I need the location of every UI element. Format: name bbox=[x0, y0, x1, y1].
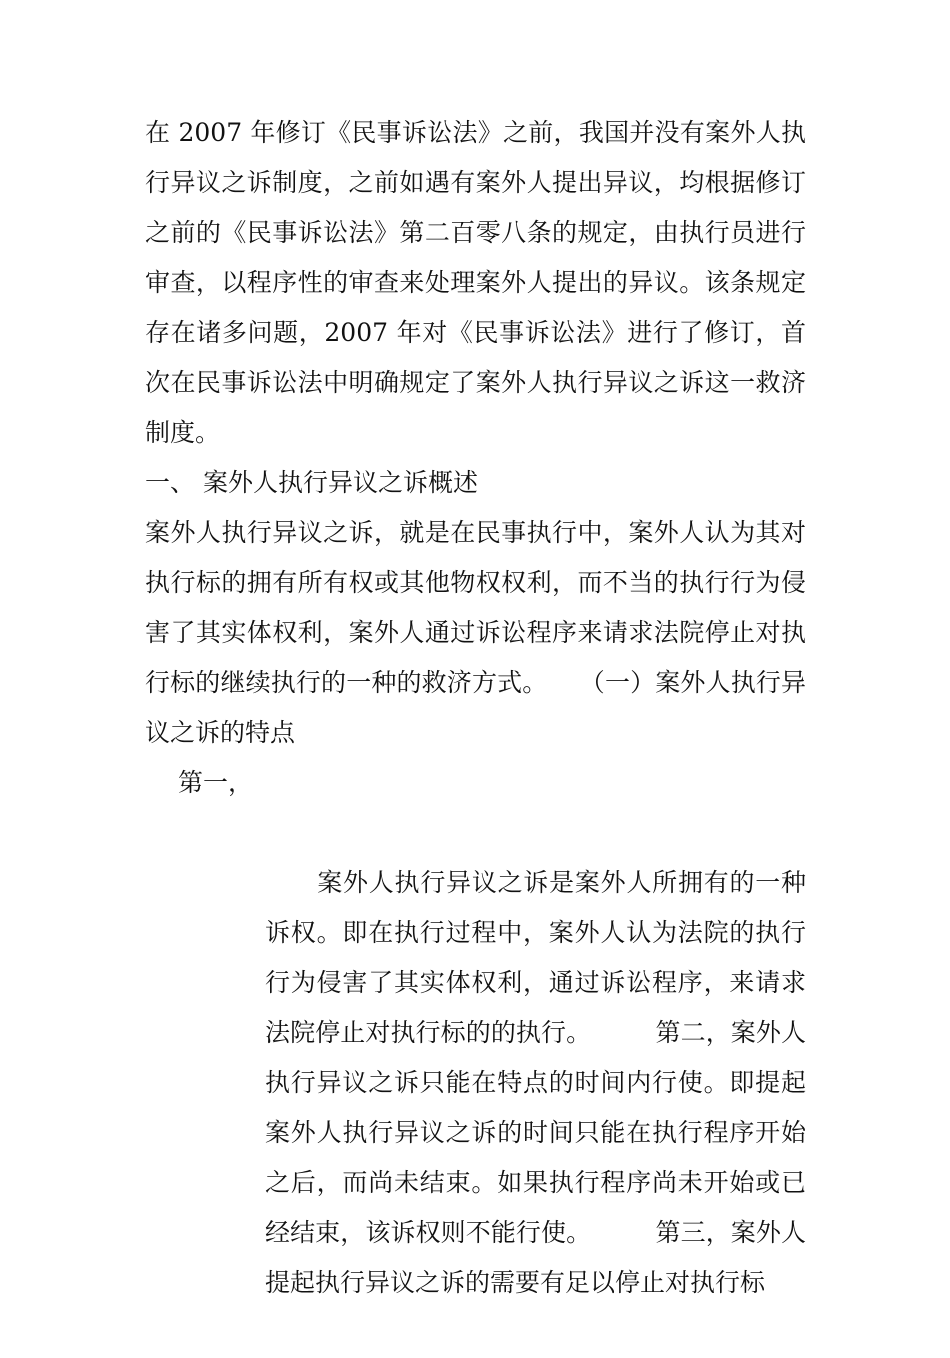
intro-paragraph: 在 2007 年修订《民事诉讼法》之前，我国并没有案外人执行异议之诉制度，之前如遇有案外人提出异议，均根据修订之前的《民事诉讼法》第二百零八条的规定，由执行员进行审查，以程序性的审查来处理案外人提出的异议。该条规定存在诸多问题，2007 年对《民事诉讼法》进行了修订，首次在民事诉讼法中明确规定了案外人执行异议之诉这一救济制度。 bbox=[145, 118, 806, 447]
characteristics-list-item bbox=[145, 758, 806, 1358]
list-item-body: 案外人执行异议之诉是案外人所拥有的一种诉权。即在执行过程中，案外人认为法院的执行行为侵害了其实体权利，通过诉讼程序，来请求法院停止对执行标的的执行。 第二，案外人执行异议之诉只能在特点的时间内行使。即提起案外人执行异议之诉的时间只能在执行程序开始之后，而尚未结束。如果执行程序尚未开始或已经结束，该诉权则不能行使。 第三，案外人提起执行异议之诉的需要有足以停止对执行标 bbox=[265, 868, 806, 1297]
section-heading: 一、 案外人执行异议之诉概述 bbox=[145, 468, 478, 497]
document-body bbox=[145, 108, 806, 1358]
definition-paragraph: 案外人执行异议之诉，就是在民事执行中，案外人认为其对执行标的拥有所有权或其他物权权利，而不当的执行行为侵害了其实体权利，案外人通过诉讼程序来请求法院停止对执行标的继续执行的一种的救济方式。 （一）案外人执行异议之诉的特点 bbox=[145, 518, 806, 747]
list-marker: 第一， bbox=[178, 768, 254, 797]
